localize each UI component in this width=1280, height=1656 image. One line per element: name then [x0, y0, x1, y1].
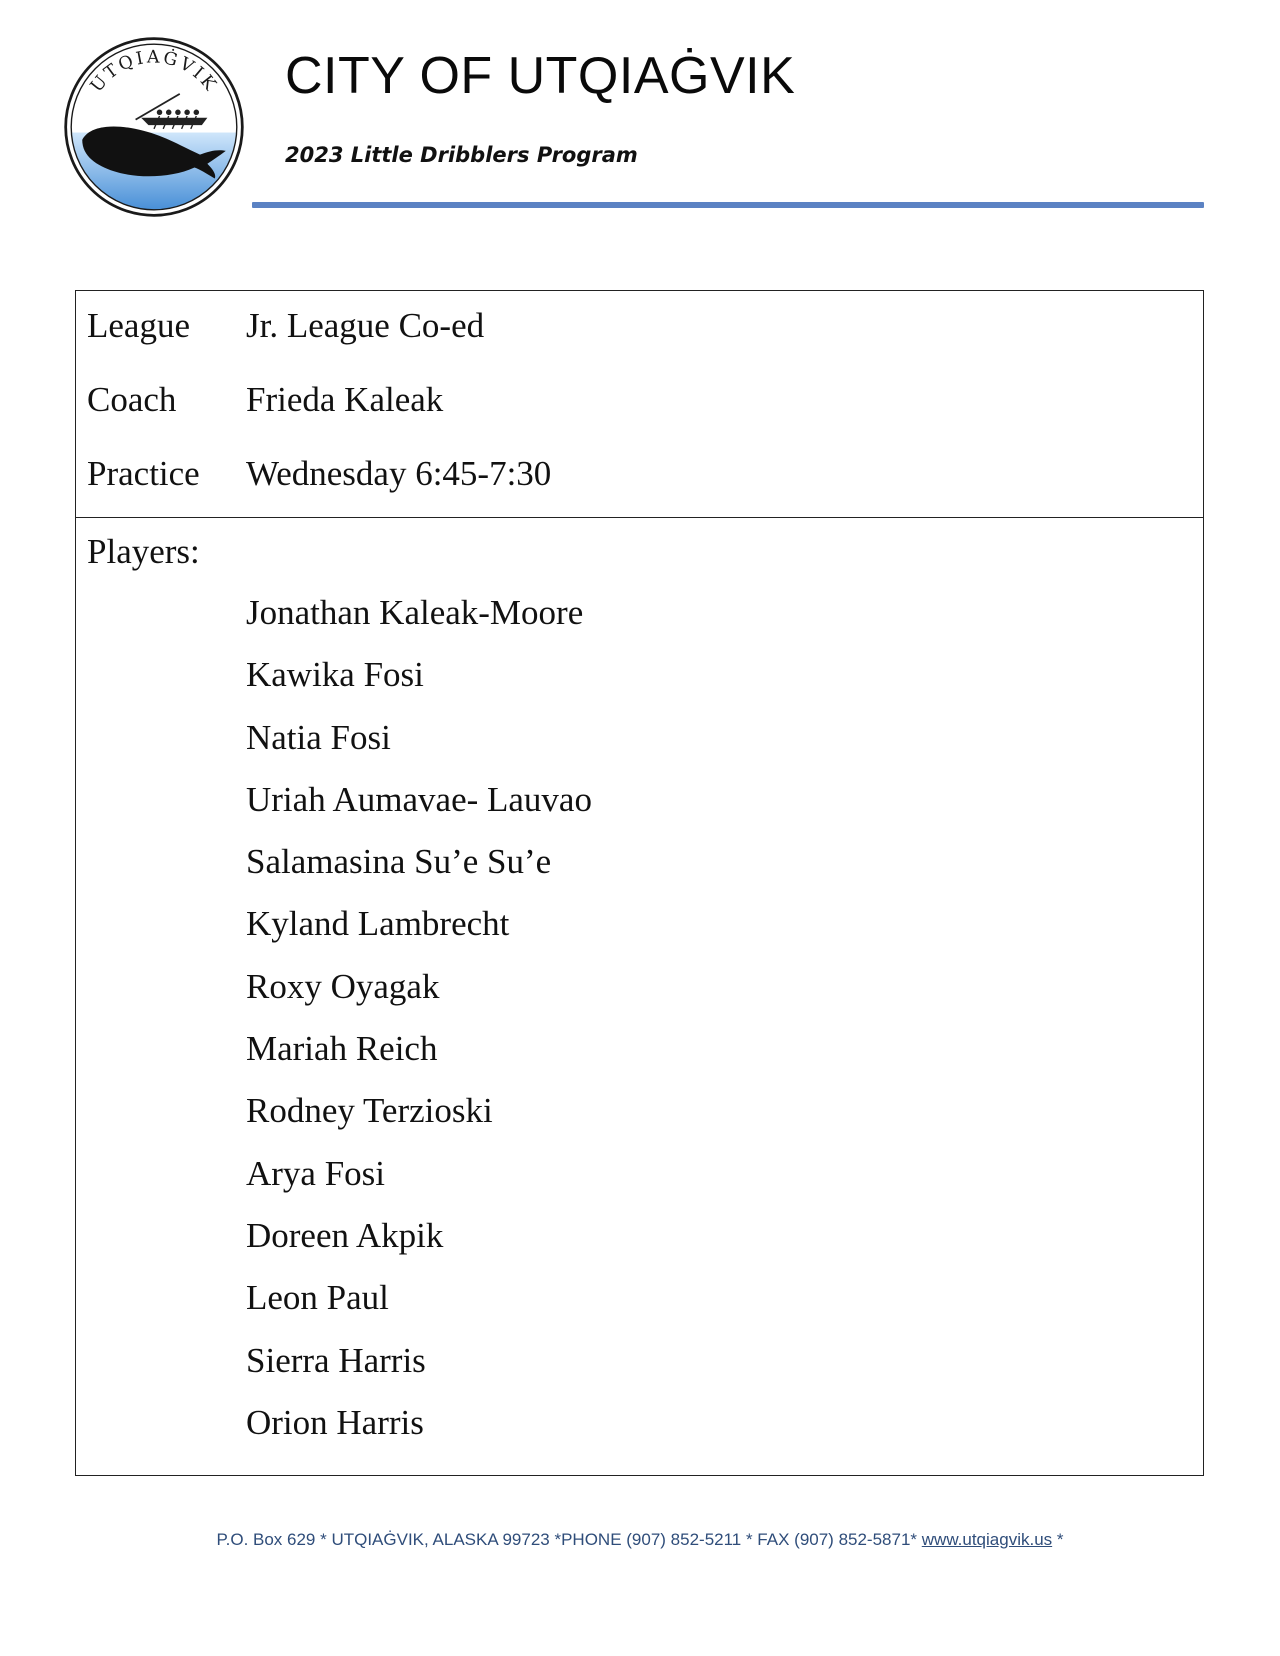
- footer-trailing: *: [1056, 1530, 1064, 1549]
- player-name: Jonathan Kaleak-Moore: [246, 593, 584, 632]
- player-name: Rodney Terzioski: [246, 1091, 493, 1131]
- footer-contact: [0, 1530, 1280, 1550]
- player-name: Kyland Lambrecht: [246, 904, 510, 944]
- player-name: Sierra Harris: [246, 1340, 426, 1380]
- player-name: Salamasina Su’e Su’e: [246, 842, 552, 882]
- player-name: Orion Harris: [246, 1402, 424, 1442]
- player-name: Roxy Oyagak: [246, 966, 440, 1006]
- player-name: Arya Fosi: [246, 1153, 386, 1193]
- coach-value: Frieda Kaleak: [246, 380, 444, 419]
- website-link[interactable]: www.utqiagvik.us: [921, 1530, 1053, 1549]
- section-divider: [76, 517, 1203, 518]
- player-name: Doreen Akpik: [246, 1215, 444, 1255]
- players-label: Players:: [87, 532, 200, 571]
- coach-label: Coach: [87, 380, 177, 419]
- players-list: [246, 593, 592, 1465]
- player-name: Kawika Fosi: [246, 655, 424, 695]
- program-title: 2023 Little Dribblers Program: [285, 143, 638, 167]
- city-title: CITY OF UTQIAĠVIK: [285, 47, 796, 105]
- seal-text: UTQIAĠVIK: [86, 47, 222, 97]
- team-info-box: [75, 290, 1204, 1476]
- header-divider: [252, 202, 1204, 208]
- league-value: Jr. League Co-ed: [246, 306, 485, 345]
- practice-value: Wednesday 6:45-7:30: [246, 454, 552, 493]
- city-seal-logo: [62, 35, 246, 219]
- player-name: Uriah Aumavae- Lauvao: [246, 779, 592, 819]
- league-label: League: [87, 306, 190, 345]
- player-name: Leon Paul: [246, 1278, 389, 1318]
- footer-address: P.O. Box 629 * UTQIAĠVIK, ALASKA 99723 *PHONE (907) 852-5211 * FAX (907) 852-5871*: [216, 1530, 918, 1549]
- player-name: Mariah Reich: [246, 1029, 438, 1069]
- player-name: Natia Fosi: [246, 717, 391, 757]
- practice-label: Practice: [87, 454, 200, 493]
